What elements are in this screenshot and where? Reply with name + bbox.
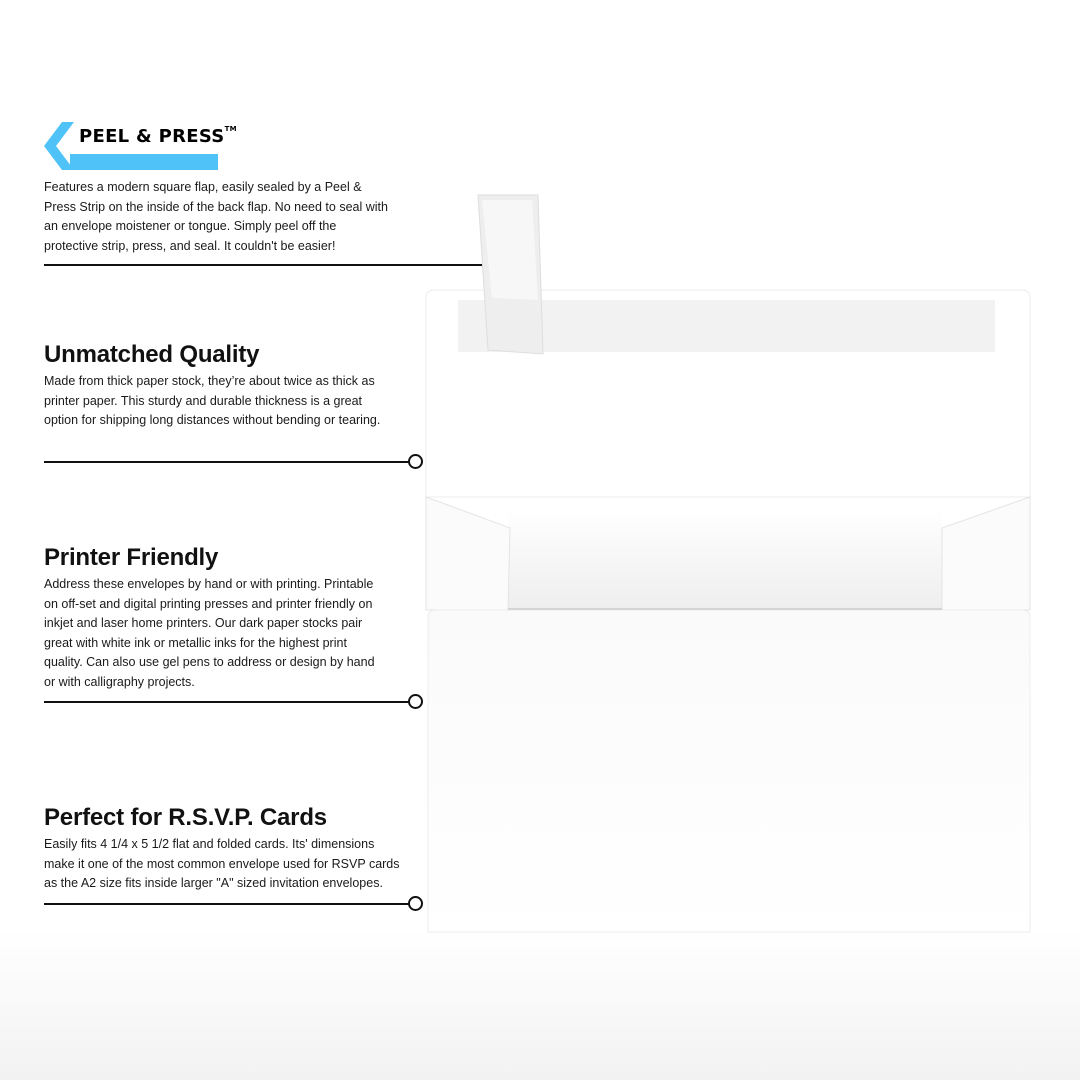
feature-quality [44, 340, 384, 431]
feature-body: Features a modern square flap, easily sealed by a Peel & Press Strip on the inside of the back flap. No need to seal with an envelope moistener or tongue. Simply peel off the protective strip, press, and seal. It couldn't be easier! [44, 180, 388, 253]
envelope-illustration [410, 190, 1050, 950]
callout-line [44, 461, 409, 463]
feature-body: Made from thick paper stock, they’re about twice as thick as printer paper. This sturdy and durable thickness is a great option for shipping long distances without bending or tearing. [44, 374, 381, 427]
feature-heading: Unmatched Quality [44, 341, 260, 368]
logo-label: PEEL & PRESS [79, 126, 225, 147]
envelope-interior [508, 508, 942, 610]
right-side-flap [942, 497, 1030, 610]
left-side-flap [426, 497, 510, 610]
feature-heading: Perfect for R.S.V.P. Cards [44, 804, 327, 831]
envelope-front [428, 610, 1030, 932]
peel-and-press-logo-text [79, 126, 237, 147]
feature-body: Easily fits 4 1/4 x 5 1/2 flat and folded cards. Its' dimensions make it one of the most common envelope used for RSVP cards as the A2 size fits inside larger "A" sized invitation envelopes. [44, 837, 400, 890]
logo-trademark: TM [224, 125, 237, 133]
feature-printer [44, 543, 389, 692]
callout-line [44, 701, 409, 703]
feature-heading: Printer Friendly [44, 544, 219, 571]
feature-body: Address these envelopes by hand or with printing. Printable on off-set and digital printing presses and printer friendly on inkjet and laser home printers. Our dark paper stocks pair great with white ink or metallic inks for the highest print quality. Can also use gel pens to address or design by hand or with calligraphy projects. [44, 577, 375, 689]
callout-line [44, 903, 409, 905]
feature-rsvp [44, 803, 404, 894]
feature-peel-press [44, 178, 389, 256]
